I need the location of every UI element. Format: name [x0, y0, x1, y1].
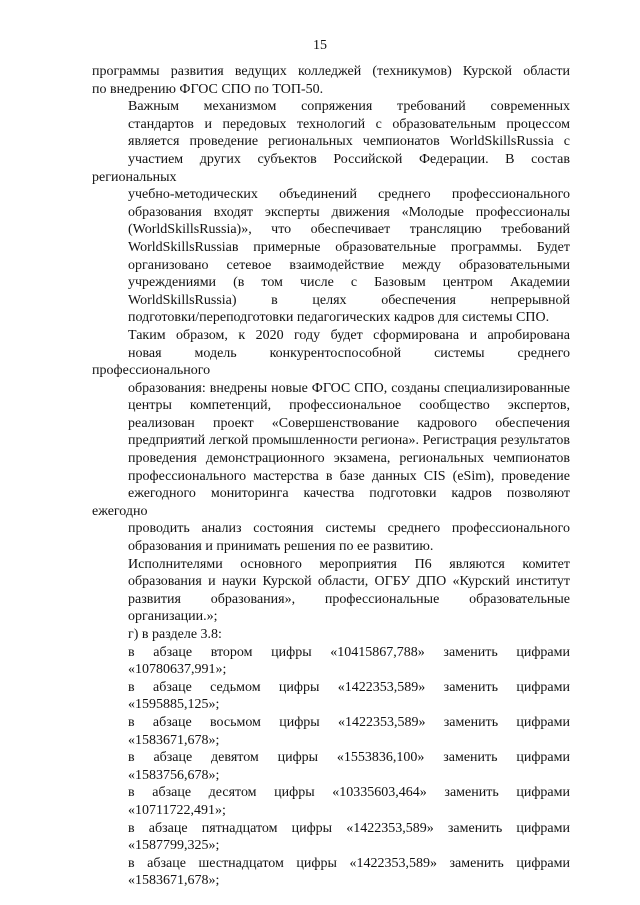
paragraph	[92, 63, 570, 98]
text-line: программы развития ведущих колледжей (техникумов) Курской области	[92, 64, 570, 79]
paragraph	[92, 679, 570, 714]
text-line: организовано сетевое взаимодействие между образовательными	[128, 257, 570, 273]
text-line: «1583671,678»;	[128, 732, 220, 748]
text-line: профессионального мастерства в базе данных CIS (eSim), проведение	[128, 468, 570, 484]
text-line: проведения демонстрационного экзамена, региональных чемпионатов	[128, 451, 570, 467]
text-line: WorldSkillsRussia) в целях обеспечения непрерывной	[128, 292, 570, 308]
page-number: 15	[313, 38, 327, 53]
text-line: в абзаце втором цифры «10415867,788» заменить цифрами	[128, 644, 570, 660]
text-line: учебно-методических объединений среднего профессионального	[128, 187, 570, 203]
text-line: «10780637,991»;	[128, 662, 227, 678]
paragraph	[92, 327, 570, 556]
paragraph	[92, 98, 570, 327]
text-line: новая модель конкурентоспособной системы среднего профессионального	[92, 345, 570, 379]
text-line: реализован проект «Совершенствование кадрового обеспечения	[128, 415, 570, 431]
text-line: центры компетенций, профессиональное сообщество экспертов,	[128, 398, 570, 414]
text-line: «1587799,325»;	[128, 838, 220, 854]
text-line: «1583671,678»;	[128, 873, 220, 889]
text-line: Исполнителями основного мероприятия П6 являются комитет	[128, 556, 570, 572]
text-line: организации.»;	[128, 609, 218, 625]
text-line: в абзаце седьмом цифры «1422353,589» заменить цифрами	[128, 679, 570, 695]
paragraph	[92, 855, 570, 890]
text-line: ежегодного мониторинга качества подготовки кадров позволяют ежегодно	[92, 486, 570, 519]
paragraph	[92, 644, 570, 679]
text-line: «1583756,678»;	[128, 767, 220, 783]
text-line: г) в разделе 3.8:	[128, 627, 222, 642]
paragraph	[92, 820, 570, 855]
text-line: Важным механизмом сопряжения требований современных	[128, 99, 570, 115]
text-line: образования и принимать решения по ее развитию.	[128, 539, 434, 555]
text-line: «10711722,491»;	[128, 802, 226, 818]
paragraph	[92, 556, 570, 626]
paragraph	[92, 714, 570, 749]
text-line: предприятий легкой промышленности региона». Регистрация результатов	[128, 433, 570, 449]
text-line: развития образования», профессиональные образовательные	[128, 591, 570, 607]
paragraph	[92, 626, 570, 644]
text-line: в абзаце десятом цифры «10335603,464» заменить цифрами	[128, 785, 570, 801]
text-line: «1595885,125»;	[128, 697, 220, 713]
text-line: в абзаце восьмом цифры «1422353,589» заменить цифрами	[128, 714, 570, 730]
text-line: является проведение региональных чемпионатов WorldSkillsRussia с	[128, 134, 570, 150]
text-line: в абзаце шестнадцатом цифры «1422353,589» заменить цифрами	[128, 855, 570, 871]
text-line: образования: внедрены новые ФГОС СПО, созданы специализированные	[128, 380, 570, 396]
text-line: Таким образом, к 2020 году будет сформирована и апробирована	[128, 327, 570, 343]
text-line: образования входят эксперты движения «Молодые профессионалы	[128, 204, 570, 220]
text-line: WorldSkillsRussiaв примерные образовательные программы. Будет	[128, 239, 570, 255]
text-line: проводить анализ состояния системы среднего профессионального	[128, 521, 570, 537]
text-line: образования и науки Курской области, ОГБУ ДПО «Курский институт	[128, 574, 570, 590]
paragraph	[92, 784, 570, 819]
text-line: стандартов и передовых технологий с образовательным процессом	[128, 116, 570, 132]
paragraph	[92, 749, 570, 784]
text-line: в абзаце пятнадцатом цифры «1422353,589» заменить цифрами	[128, 820, 570, 836]
text-line: участием других субъектов Российской Федерации. В состав региональных	[92, 151, 570, 185]
document-body	[92, 63, 570, 890]
text-line: (WorldSkillsRussia)», что обеспечивает трансляцию требований	[128, 222, 570, 238]
text-line: подготовки/переподготовки педагогических кадров для системы СПО.	[128, 310, 550, 326]
text-line: по внедрению ФГОС СПО по ТОП-50.	[92, 81, 324, 97]
text-line: в абзаце девятом цифры «1553836,100» заменить цифрами	[128, 750, 570, 766]
text-line: учреждениями (в том числе с Базовым центром Академии	[128, 275, 570, 291]
